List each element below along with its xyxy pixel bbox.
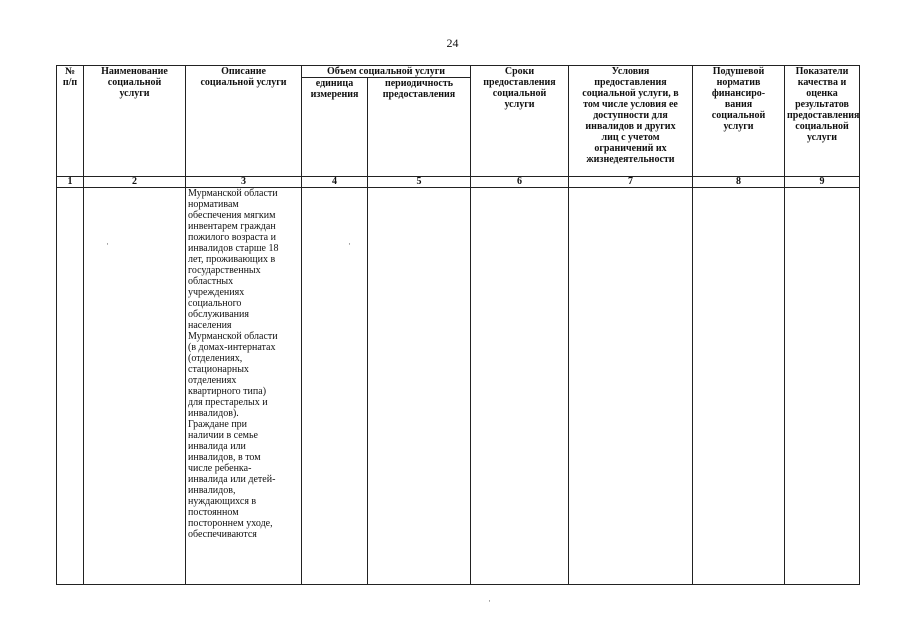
column-number: 4 <box>302 177 368 188</box>
cell-periodicity <box>368 188 471 585</box>
header-financing-norm: Подушевой норматив финансиро- вания социальной услуги <box>693 66 785 177</box>
scan-speck: · <box>106 239 109 249</box>
header-service-description: Описание социальной услуги <box>186 66 302 177</box>
column-number: 3 <box>186 177 302 188</box>
header-service-name: Наименование социальной услуги <box>84 66 186 177</box>
column-number: 6 <box>471 177 569 188</box>
scan-speck: · <box>348 239 351 249</box>
cell-provision-conditions <box>569 188 693 585</box>
header-periodicity: периодичность предоставления <box>368 78 471 177</box>
column-number: 1 <box>57 177 84 188</box>
header-quality-indicators: Показатели качества и оценка результатов предоставления социальной услуги <box>785 66 860 177</box>
column-number: 2 <box>84 177 186 188</box>
social-service-table <box>56 65 860 585</box>
scan-speck: · <box>488 596 491 606</box>
header-row-top <box>57 66 860 78</box>
header-service-volume: Объем социальной услуги <box>302 66 471 78</box>
header-provision-terms: Сроки предоставления социальной услуги <box>471 66 569 177</box>
column-number: 7 <box>569 177 693 188</box>
column-number: 9 <box>785 177 860 188</box>
header-provision-conditions: Условия предоставления социальной услуги, в том числе условия ее доступности для инвалидов и других лиц с учетом ограничений их жизнедеятельности <box>569 66 693 177</box>
header-unit-of-measure: единица измерения <box>302 78 368 177</box>
column-number: 8 <box>693 177 785 188</box>
column-number-row <box>57 177 860 188</box>
cell-financing-norm <box>693 188 785 585</box>
cell-provision-terms <box>471 188 569 585</box>
column-number: 5 <box>368 177 471 188</box>
page-number: 24 <box>446 36 459 50</box>
cell-quality-indicators <box>785 188 860 585</box>
cell-service-name <box>84 188 186 585</box>
header-number: № п/п <box>57 66 84 177</box>
cell-number <box>57 188 84 585</box>
cell-service-description: Мурманской области нормативам обеспечения мягким инвентарем граждан пожилого возраста и инвалидов старше 18 лет, проживающих в государственных областных учреждениях социального обслуживания населения Мурманской области (в домах-интернатах (отделениях, стационарных отделениях квартирного типа) для престарелых и инвалидов). Граждане при наличии в семье инвалида или инвалидов, в том числе ребенка- инвалида или детей- инвалидов, нуждающихся в постоянном постороннем уходе, обеспечиваются <box>186 188 302 585</box>
cell-unit-of-measure <box>302 188 368 585</box>
table-row <box>57 188 860 585</box>
